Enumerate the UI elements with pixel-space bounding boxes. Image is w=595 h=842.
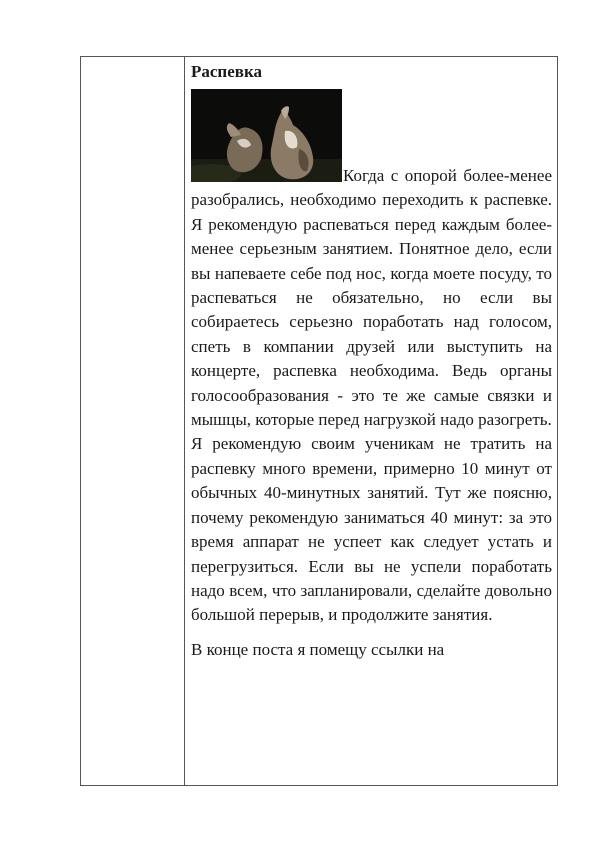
left-column — [81, 57, 185, 785]
paragraph-links: В конце поста я помещу ссылки на — [191, 639, 445, 659]
wolves-howling-photo — [191, 89, 342, 182]
paragraph-intro: Когда с опорой более-менее разобрались, необходимо переходить к распевке. Я рекомендую распеваться перед каждым более-менее серьезным занятием. Понятное дело, если вы напеваете себе под нос, когда моете посуду, то распеваться не обязательно, но если вы собираетесь серьезно поработать над голосом, спеть в компании друзей или выступить на концерте, распевка необходима. Ведь органы голосообразования - это те же самые связки и мышцы, которые перед нагрузкой надо разогреть. — [191, 166, 552, 430]
section-title: Распевка — [191, 62, 262, 81]
paragraph-practice-time: Я рекомендую своим ученикам не тратить на распевку много времени, примерно 10 минут от обычных 40-минутных занятий. Тут же поясню, почему рекомендую заниматься 40 минут: за это время аппарат не успеет как следует устать и перегрузиться. Если вы не успели поработать надо всем, что запланировали, сделайте довольно большой перерыв, и продолжите занятия. — [191, 434, 552, 625]
content-table — [80, 56, 558, 786]
right-column — [185, 57, 557, 785]
